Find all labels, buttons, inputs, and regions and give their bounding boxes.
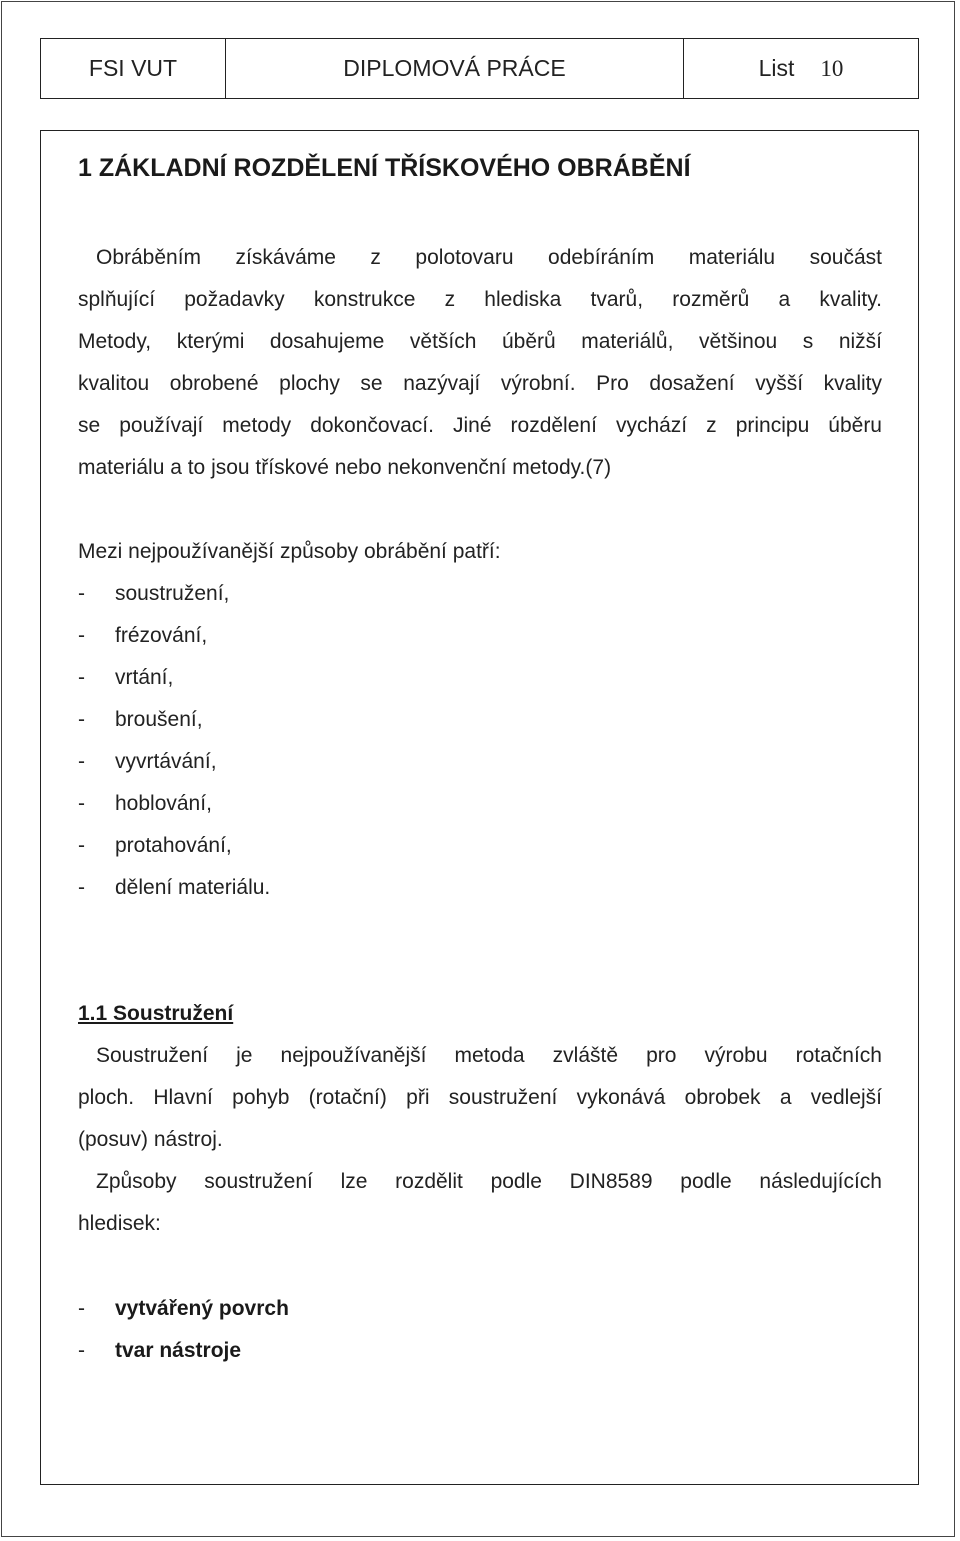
intro-line: Metody, kterými dosahujeme větších úběrů materiálů, většinou s nižší [78,330,882,353]
paragraph-line: Způsoby soustružení lze rozdělit podle DIN8589 podle následujících [96,1170,882,1193]
header-document-type: DIPLOMOVÁ PRÁCE [226,39,684,98]
paragraph-line: ploch. Hlavní pohyb (rotační) při soustružení vykonává obrobek a vedlejší [78,1086,882,1109]
intro-line: Obráběním získáváme z polotovaru odebíráním materiálu součást [96,246,882,269]
list-item: - protahování, [78,834,232,857]
subsection-paragraph-1 [78,1035,882,1161]
intro-line: splňující požadavky konstrukce z hlediska tvarů, rozměrů a kvality. [78,288,882,311]
header-institution: FSI VUT [41,39,226,98]
criteria-list [78,1288,882,1372]
list-item: - tvar nástroje [78,1339,242,1362]
page-header [40,38,919,99]
content-box [40,130,919,1485]
list-item: - vrtání, [78,666,174,689]
subsection-title: 1.1 Soustružení [78,1002,234,1025]
subsection-paragraph-2 [78,1161,882,1245]
intro-line: materiálu a to jsou třískové nebo nekonvenční metody.(7) [78,456,612,479]
list-item: - dělení materiálu. [78,876,271,899]
list-item: - soustružení, [78,582,230,605]
paragraph-line: (posuv) nástroj. [78,1128,223,1151]
list-item: - vyvrtávání, [78,750,217,773]
intro-paragraph [78,237,882,489]
list-item: - broušení, [78,708,203,731]
sheet-label: List [758,55,795,81]
sheet-number: 10 [820,55,844,81]
intro-line: kvalitou obrobené plochy se nazývají výrobní. Pro dosažení vyšší kvality [78,372,882,395]
list-item: - frézování, [78,624,208,647]
methods-list [78,573,882,909]
section-title: 1 ZÁKLADNÍ ROZDĚLENÍ TŘÍSKOVÉHO OBRÁBĚNÍ [78,154,691,182]
header-sheet [684,39,918,98]
list-item: - vytvářený povrch [78,1297,289,1320]
paragraph-line: Soustružení je nejpoužívanější metoda zvláště pro výrobu rotačních [96,1044,882,1067]
paragraph-line: hledisek: [78,1212,161,1235]
list-item: - hoblování, [78,792,212,815]
intro-line: se používají metody dokončovací. Jiné rozdělení vychází z principu úběru [78,414,882,437]
methods-intro: Mezi nejpoužívanější způsoby obrábění patří: [78,540,501,563]
